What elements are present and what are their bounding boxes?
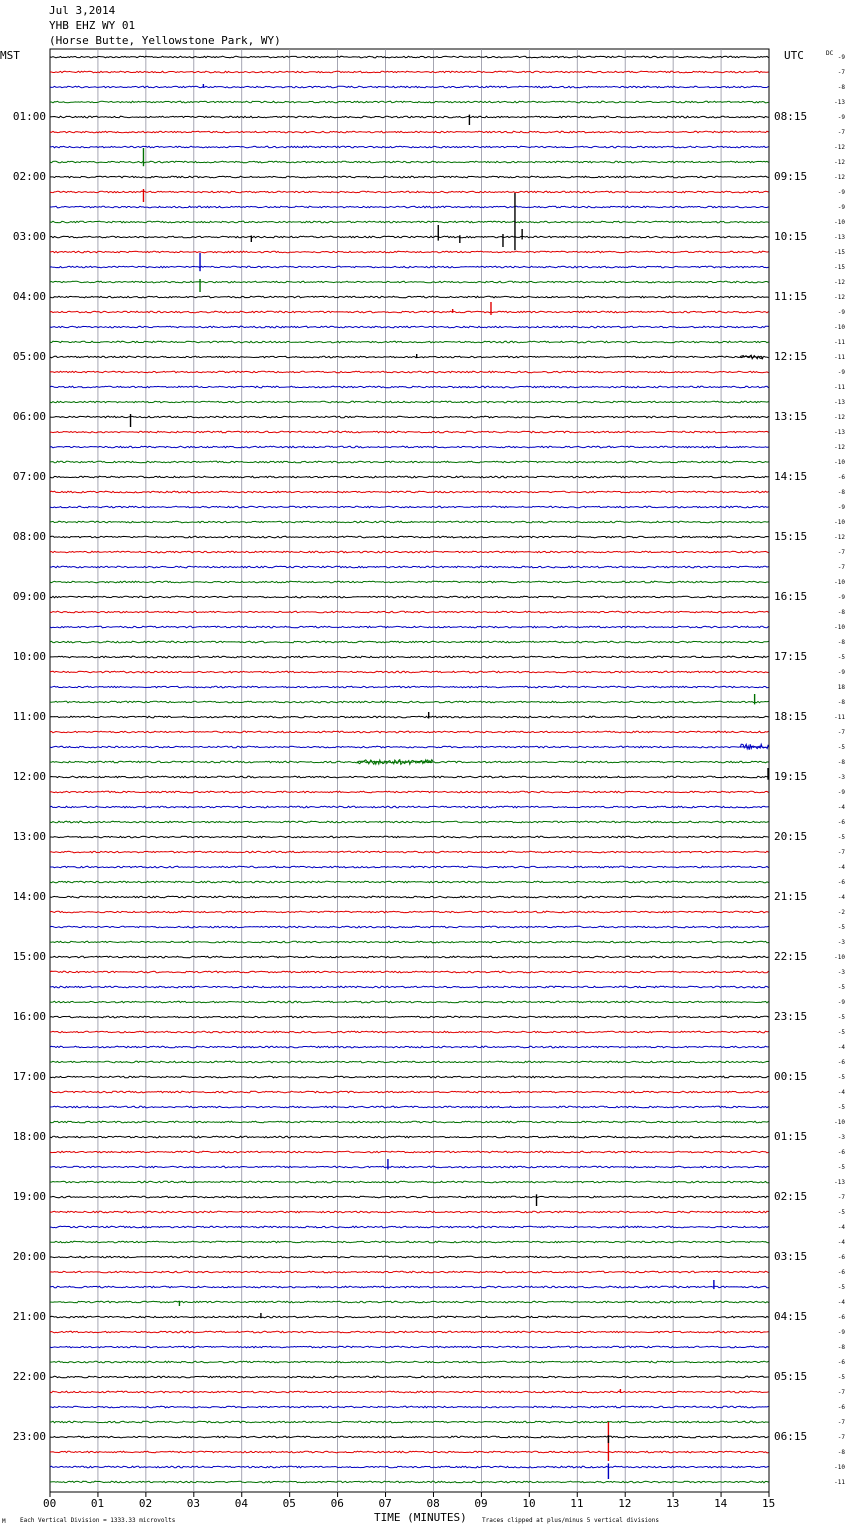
trace-line <box>50 581 769 583</box>
left-hour-label: 17:00 <box>12 1070 46 1083</box>
trace-line <box>50 941 769 943</box>
trace-line <box>50 521 769 523</box>
left-hour-label: 08:00 <box>12 530 46 543</box>
trace-line <box>50 1421 769 1423</box>
dc-offset-label: -9 <box>837 504 845 511</box>
dc-offset-label: -9 <box>837 189 845 196</box>
dc-offset-label: -7 <box>837 1434 845 1441</box>
trace-line <box>50 56 769 58</box>
trace-line <box>50 311 769 313</box>
trace-line <box>50 836 769 838</box>
trace-line <box>50 986 769 988</box>
trace-line <box>50 551 769 553</box>
header-date: Jul 3,2014 <box>49 4 116 17</box>
dc-offset-label: -8 <box>837 609 845 616</box>
trace-line <box>50 881 769 883</box>
trace-line <box>50 1256 769 1258</box>
dc-offset-label: -5 <box>837 1104 845 1111</box>
left-hour-label: 07:00 <box>12 470 46 483</box>
dc-offset-label: -6 <box>837 819 845 826</box>
x-axis-tick-label: 10 <box>522 1497 536 1510</box>
dc-offset-label: -10 <box>834 579 845 586</box>
right-hour-label: 16:15 <box>774 590 808 603</box>
dc-offset-label: -15 <box>834 249 845 256</box>
x-axis-tick-label: 03 <box>186 1497 201 1510</box>
trace-line <box>50 1481 769 1483</box>
dc-offset-label: -11 <box>834 1479 845 1486</box>
dc-offset-label: -5 <box>837 924 845 931</box>
dc-offset-label: -10 <box>834 459 845 466</box>
dc-offset-label: -5 <box>837 1014 845 1021</box>
left-hour-label: 01:00 <box>12 110 46 123</box>
dc-offset-label: -4 <box>837 1224 845 1231</box>
left-hour-label: 09:00 <box>12 590 46 603</box>
dc-offset-label: -4 <box>837 894 845 901</box>
left-hour-label: 06:00 <box>12 410 46 423</box>
trace-line <box>50 86 769 88</box>
trace-line <box>50 1271 769 1273</box>
dc-offset-label: -12 <box>834 414 845 421</box>
dc-offset-label: -8 <box>837 1449 845 1456</box>
trace-line <box>50 431 769 433</box>
dc-offset-label: -6 <box>837 1404 845 1411</box>
dc-offset-label: -13 <box>834 429 845 436</box>
trace-line <box>50 731 769 733</box>
trace-line <box>50 1346 769 1348</box>
left-hour-label: 13:00 <box>12 830 46 843</box>
trace-line <box>50 221 769 223</box>
right-hour-label: 22:15 <box>774 950 808 963</box>
dc-offset-label: -13 <box>834 99 845 106</box>
trace-line <box>50 1166 769 1168</box>
trace-line <box>50 536 769 538</box>
trace-line <box>50 461 769 463</box>
dc-offset-label: -4 <box>837 1239 845 1246</box>
dc-offset-label: -11 <box>834 339 845 346</box>
dc-offset-label: -2 <box>837 909 845 916</box>
plot-frame <box>50 49 769 1492</box>
left-hour-label: 23:00 <box>12 1430 46 1443</box>
x-axis-title: TIME (MINUTES) <box>374 1511 467 1524</box>
right-hour-label: 20:15 <box>774 830 808 843</box>
trace-line <box>50 641 769 643</box>
trace-line <box>50 176 769 178</box>
dc-offset-label: -5 <box>837 834 845 841</box>
trace-line <box>50 1466 769 1468</box>
x-axis-tick-label: 09 <box>474 1497 488 1510</box>
x-axis-tick-label: 04 <box>234 1497 248 1510</box>
left-hour-label: 19:00 <box>12 1190 46 1203</box>
trace-line <box>50 806 769 808</box>
right-hour-label: 03:15 <box>774 1250 808 1263</box>
x-axis-tick-label: 15 <box>762 1497 776 1510</box>
trace-line <box>50 1361 769 1363</box>
dc-offset-label: -8 <box>837 1344 845 1351</box>
trace-line <box>50 1136 769 1138</box>
clip-note: Traces clipped at plus/minus 5 vertical divisions <box>482 1517 660 1524</box>
right-hour-label: 09:15 <box>774 170 808 183</box>
trace-line <box>50 1226 769 1228</box>
trace-line <box>50 146 769 148</box>
trace-line <box>50 251 769 253</box>
trace-line <box>50 746 769 748</box>
dc-offset-label: -9 <box>837 789 845 796</box>
header-location: (Horse Butte, Yellowstone Park, WY) <box>49 34 281 47</box>
dc-offset-label: -12 <box>834 159 845 166</box>
dc-offset-label: -3 <box>837 969 845 976</box>
dc-offset-label: -10 <box>834 624 845 631</box>
trace-line <box>50 716 769 718</box>
dc-offset-label: -9 <box>837 1329 845 1336</box>
trace-line <box>50 791 769 793</box>
dc-offset-label: -7 <box>837 1194 845 1201</box>
trace-line <box>50 116 769 118</box>
trace-line <box>50 131 769 133</box>
trace-line <box>50 821 769 823</box>
dc-offset-label: -7 <box>837 564 845 571</box>
x-axis-tick-label: 05 <box>282 1497 296 1510</box>
dc-offset-label: -5 <box>837 1374 845 1381</box>
trace-line <box>50 446 769 448</box>
trace-line <box>50 476 769 478</box>
trace-line <box>50 371 769 373</box>
right-hour-label: 18:15 <box>774 710 808 723</box>
dc-offset-label: -13 <box>834 1179 845 1186</box>
trace-line <box>50 1331 769 1333</box>
left-hour-label: 12:00 <box>12 770 46 783</box>
x-axis-tick-label: 01 <box>90 1497 105 1510</box>
x-axis-tick-label: 07 <box>378 1497 392 1510</box>
trace-line <box>50 236 769 238</box>
trace-line <box>50 776 769 778</box>
trace-line <box>50 851 769 853</box>
scale-note: Each Vertical Division = 1333.33 microvolts <box>20 1517 176 1524</box>
trace-line <box>50 1016 769 1018</box>
dc-offset-label: -12 <box>834 279 845 286</box>
trace-line <box>50 1031 769 1033</box>
right-hour-label: 12:15 <box>774 350 808 363</box>
left-hour-label: 20:00 <box>12 1250 46 1263</box>
header-station: YHB EHZ WY 01 <box>49 19 136 32</box>
dc-offset-label: -3 <box>837 1134 845 1141</box>
dc-offset-label: -10 <box>834 1119 845 1126</box>
right-hour-label: 05:15 <box>774 1370 808 1383</box>
dc-offset-label: -6 <box>837 1254 845 1261</box>
x-axis-tick-label: 14 <box>714 1497 728 1510</box>
trace-line <box>50 1286 769 1288</box>
trace-line <box>50 1451 769 1453</box>
left-hour-label: 04:00 <box>12 290 46 303</box>
trace-line <box>50 1046 769 1048</box>
left-hour-label: 10:00 <box>12 650 46 663</box>
trace-line <box>50 1106 769 1108</box>
dc-offset-label: -9 <box>837 309 845 316</box>
trace-line <box>50 1391 769 1393</box>
dc-offset-label: -10 <box>834 519 845 526</box>
dc-offset-label: -11 <box>834 354 845 361</box>
dc-offset-label: -5 <box>837 1284 845 1291</box>
dc-offset-label: -13 <box>834 399 845 406</box>
dc-offset-label: -12 <box>834 534 845 541</box>
dc-offset-label: -8 <box>837 84 845 91</box>
right-hour-label: 06:15 <box>774 1430 808 1443</box>
right-hour-label: 08:15 <box>774 110 808 123</box>
dc-offset-label: -9 <box>837 369 845 376</box>
trace-line <box>50 926 769 928</box>
dc-offset-label: -5 <box>837 1209 845 1216</box>
dc-offset-label: -8 <box>837 759 845 766</box>
left-timezone-label: MST <box>0 49 20 62</box>
dc-offset-label: -5 <box>837 654 845 661</box>
dc-offset-label: -5 <box>837 1074 845 1081</box>
trace-line <box>50 1211 769 1213</box>
trace-line <box>50 416 769 418</box>
x-axis-tick-label: 08 <box>426 1497 440 1510</box>
trace-line <box>50 1196 769 1198</box>
dc-offset-label: -12 <box>834 174 845 181</box>
trace-line <box>50 506 769 508</box>
trace-line <box>50 1121 769 1123</box>
trace-line <box>50 71 769 73</box>
dc-offset-label: -4 <box>837 804 845 811</box>
left-hour-label: 21:00 <box>12 1310 46 1323</box>
dc-offset-label: -10 <box>834 219 845 226</box>
dc-offset-label: 18 <box>837 684 845 691</box>
dc-offset-label: -4 <box>837 1089 845 1096</box>
trace-line <box>50 191 769 193</box>
trace-line <box>50 1001 769 1003</box>
x-axis-tick-label: 00 <box>43 1497 57 1510</box>
dc-offset-label: -7 <box>837 69 845 76</box>
dc-offset-label: -5 <box>837 1029 845 1036</box>
dc-offset-label: -3 <box>837 939 845 946</box>
dc-offset-label: -8 <box>837 489 845 496</box>
trace-line <box>50 701 769 703</box>
dc-offset-label: -6 <box>837 1059 845 1066</box>
dc-offset-label: -10 <box>834 954 845 961</box>
trace-line <box>50 1406 769 1408</box>
trace-line <box>50 911 769 913</box>
dc-offset-label: -9 <box>837 54 845 61</box>
dc-offset-label: -13 <box>834 234 845 241</box>
trace-line <box>50 296 769 298</box>
trace-line <box>50 671 769 673</box>
trace-line <box>50 1436 769 1438</box>
left-hour-label: 05:00 <box>12 350 46 363</box>
right-hour-label: 00:15 <box>774 1070 808 1083</box>
dc-offset-label: -9 <box>837 999 845 1006</box>
dc-offset-label: -8 <box>837 639 845 646</box>
left-hour-label: 22:00 <box>12 1370 46 1383</box>
trace-line <box>50 566 769 568</box>
right-hour-label: 11:15 <box>774 290 808 303</box>
right-hour-label: 01:15 <box>774 1130 808 1143</box>
trace-line <box>50 896 769 898</box>
dc-offset-label: -8 <box>837 699 845 706</box>
dc-offset-label: -6 <box>837 1359 845 1366</box>
x-axis-tick-label: 12 <box>618 1497 632 1510</box>
right-hour-label: 19:15 <box>774 770 808 783</box>
right-hour-label: 21:15 <box>774 890 808 903</box>
trace-line <box>50 326 769 328</box>
left-hour-label: 16:00 <box>12 1010 46 1023</box>
left-hour-label: 02:00 <box>12 170 46 183</box>
dc-offset-label: -9 <box>837 114 845 121</box>
x-axis-tick-label: 06 <box>330 1497 344 1510</box>
dc-offset-label: -11 <box>834 714 845 721</box>
dc-offset-label: -7 <box>837 729 845 736</box>
trace-line <box>50 1241 769 1243</box>
dc-offset-label: -6 <box>837 879 845 886</box>
dc-offset-label: -6 <box>837 1149 845 1156</box>
dc-offset-label: -6 <box>837 1269 845 1276</box>
right-hour-label: 13:15 <box>774 410 808 423</box>
trace-line <box>50 281 769 283</box>
dc-offset-label: -5 <box>837 1164 845 1171</box>
dc-offset-label: -5 <box>837 744 845 751</box>
dc-offset-label: -4 <box>837 1299 845 1306</box>
left-hour-label: 03:00 <box>12 230 46 243</box>
trace-line <box>50 626 769 628</box>
dc-offset-label: -7 <box>837 129 845 136</box>
right-hour-label: 23:15 <box>774 1010 808 1023</box>
dc-offset-label: -7 <box>837 1419 845 1426</box>
trace-line <box>50 1301 769 1303</box>
trace-line <box>50 206 769 208</box>
dc-offset-label: -7 <box>837 1389 845 1396</box>
trace-line <box>50 386 769 388</box>
trace-line <box>50 1151 769 1153</box>
dc-offset-label: -7 <box>837 549 845 556</box>
trace-line <box>50 266 769 268</box>
x-axis-tick-label: 02 <box>138 1497 153 1510</box>
x-axis-tick-label: 11 <box>570 1497 584 1510</box>
dc-offset-header: DC <box>826 50 834 57</box>
right-hour-label: 14:15 <box>774 470 808 483</box>
trace-line <box>50 356 769 358</box>
dc-offset-label: -10 <box>834 1464 845 1471</box>
trace-line <box>50 971 769 973</box>
trace-line <box>50 656 769 658</box>
trace-line <box>50 611 769 613</box>
corner-mark: M <box>2 1518 6 1525</box>
trace-line <box>50 1376 769 1378</box>
right-hour-label: 15:15 <box>774 530 808 543</box>
dc-offset-label: -15 <box>834 264 845 271</box>
dc-offset-label: -11 <box>834 384 845 391</box>
trace-line <box>50 161 769 163</box>
left-hour-label: 15:00 <box>12 950 46 963</box>
right-hour-label: 02:15 <box>774 1190 808 1203</box>
dc-offset-label: -9 <box>837 594 845 601</box>
left-hour-label: 18:00 <box>12 1130 46 1143</box>
trace-line <box>50 1091 769 1093</box>
dc-offset-label: -7 <box>837 849 845 856</box>
right-timezone-label: UTC <box>784 49 804 62</box>
trace-line <box>50 1061 769 1063</box>
right-hour-label: 17:15 <box>774 650 808 663</box>
trace-line <box>50 1076 769 1078</box>
x-axis-tick-label: 13 <box>666 1497 680 1510</box>
dc-offset-label: -12 <box>834 144 845 151</box>
trace-line <box>50 491 769 493</box>
trace-line <box>50 101 769 103</box>
right-hour-label: 10:15 <box>774 230 808 243</box>
dc-offset-label: -6 <box>837 474 845 481</box>
dc-offset-label: -10 <box>834 324 845 331</box>
dc-offset-label: -9 <box>837 204 845 211</box>
trace-line <box>50 1316 769 1318</box>
trace-line <box>50 686 769 688</box>
trace-line <box>50 341 769 343</box>
trace-line <box>50 956 769 958</box>
dc-offset-label: -9 <box>837 669 845 676</box>
dc-offset-label: -6 <box>837 1314 845 1321</box>
trace-line <box>50 401 769 403</box>
right-hour-label: 04:15 <box>774 1310 808 1323</box>
dc-offset-label: -5 <box>837 984 845 991</box>
trace-line <box>50 1181 769 1183</box>
left-hour-label: 14:00 <box>12 890 46 903</box>
trace-line <box>50 596 769 598</box>
dc-offset-label: -4 <box>837 864 845 871</box>
trace-line <box>50 866 769 868</box>
dc-offset-label: -4 <box>837 1044 845 1051</box>
dc-offset-label: -12 <box>834 294 845 301</box>
left-hour-label: 11:00 <box>12 710 46 723</box>
dc-offset-label: -3 <box>837 774 845 781</box>
dc-offset-label: -12 <box>834 444 845 451</box>
